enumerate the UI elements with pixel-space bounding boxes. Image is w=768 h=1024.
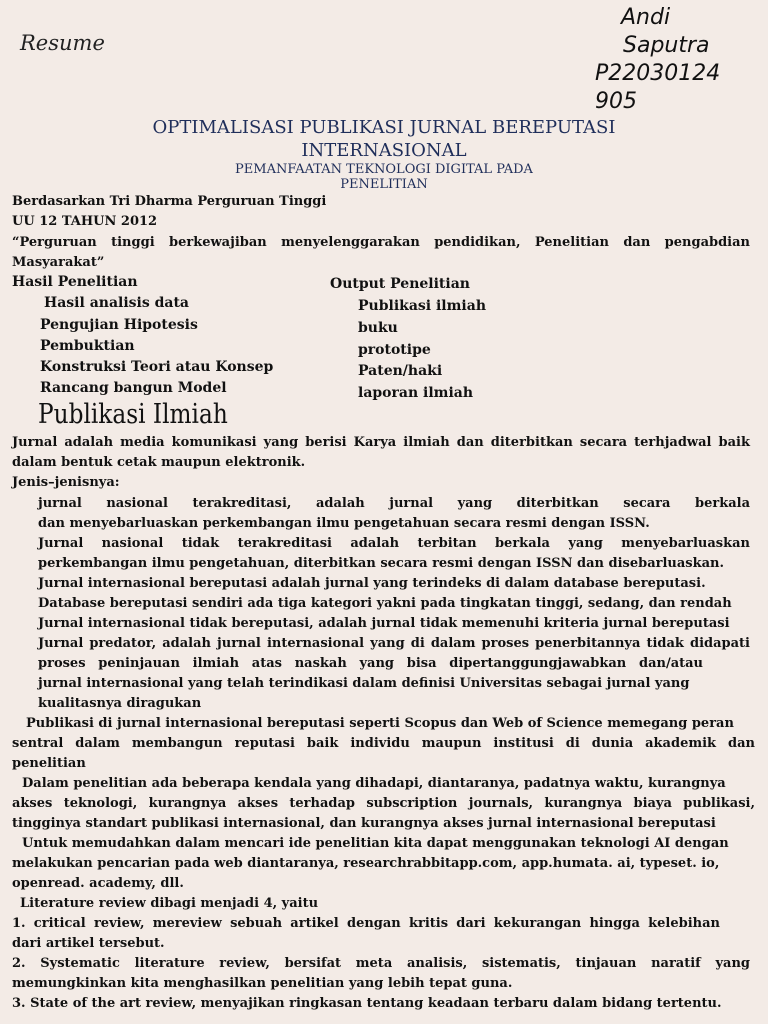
jenis-line: kualitasnya diragukan [38,696,202,711]
hasil-item: Rancang bangun Model [40,380,227,396]
subtitle-line1: PEMANFAATAN TEKNOLOGI DIGITAL PADA [235,162,533,177]
author-first-name: Andi [621,5,671,30]
lit-intro: Literature review dibagi menjadi 4, yaitu [20,896,319,911]
publikasi-heading: Publikasi Ilmiah [38,399,228,430]
lit1-line2: dari artikel tersebut. [12,936,165,951]
resume-label: Resume [20,31,105,55]
ai-line1: Untuk memudahkan dalam mencari ide penelitian kita dapat menggunakan teknologi AI dengan [22,836,729,851]
jenis-line: jurnal nasional terakreditasi, adalah jurnal yang diterbitkan secara berkala [38,496,750,511]
hasil-heading: Hasil Penelitian [12,274,138,290]
publikasi-def-line1: Jurnal adalah media komunikasi yang berisi Karya ilmiah dan diterbitkan secara terhjadwal baik [12,435,750,450]
hasil-item: Pengujian Hipotesis [40,317,198,333]
kendala-line1: Dalam penelitian ada beberapa kendala yang dihadapi, diantaranya, padatnya waktu, kurangnya [22,776,726,791]
ai-line3: openread. academy, dll. [12,876,184,891]
jenis-line: dan menyebarluaskan perkembangan ilmu pengetahuan secara resmi dengan ISSN. [38,516,650,531]
output-heading: Output Penelitian [330,276,470,292]
scopus-line3: penelitian [12,756,86,771]
hasil-item: Hasil analisis data [44,295,190,311]
kendala-line3: tingginya standart publikasi internasional, dan kurangnya akses jurnal internasional bereputasi [12,816,716,831]
jenis-heading: Jenis–jenisnya: [12,475,120,490]
document-subtitle [0,162,768,192]
jenis-line: Jurnal internasional tidak bereputasi, adalah jurnal tidak memenuhi kriteria jurnal bereputasi [38,616,730,631]
ai-line2: melakukan pencarian pada web diantaranya, researchrabbitapp.com, app.humata. ai, typeset. io, [12,856,720,871]
jenis-line: jurnal internasional yang telah terindikasi dalam definisi Universitas sebagai jurnal yang [38,676,690,691]
lit2-line1: 2. Systematic literature review, bersifat meta analisis, sistematis, tinjauan naratif yang [12,956,750,971]
author-last-name: Saputra [623,33,710,58]
hasil-item: Pembuktian [40,338,135,354]
lit2-line2: memungkinkan kita menghasilkan penelitian yang lebih tepat guna. [12,976,513,991]
subtitle-line2: PENELITIAN [340,177,428,192]
hasil-item: Konstruksi Teori atau Konsep [40,359,274,375]
intro-tridharma: Berdasarkan Tri Dharma Perguruan Tinggi [12,194,327,209]
jenis-line: Database bereputasi sendiri ada tiga kategori yakni pada tingkatan tinggi, sedang, dan rendah [38,596,732,611]
output-item: Paten/haki [358,363,443,379]
intro-quote-line1: “Perguruan tinggi berkewajiban menyelenggarakan pendidikan, Penelitian dan pengabdian [12,235,750,250]
document-title [0,116,768,162]
jenis-line: Jurnal nasional tidak terakreditasi adalah terbitan berkala yang menyebarluaskan [38,536,750,551]
jenis-line: Jurnal internasional bereputasi adalah jurnal yang terindeks di dalam database bereputasi. [38,576,706,591]
lit3-line: 3. State of the art review, menyajikan ringkasan tentang keadaan terbaru dalam bidang tertentu. [12,996,722,1011]
jenis-line: perkembangan ilmu pengetahuan, diterbitkan secara resmi dengan ISSN dan disebarluaskan. [38,556,725,571]
output-item: laporan ilmiah [358,385,474,401]
output-item: buku [358,320,398,336]
scopus-line2: sentral dalam membangun reputasi baik individu maupun institusi di dunia akademik dan [12,736,755,751]
author-block [595,4,765,116]
publikasi-def-line2: dalam bentuk cetak maupun elektronik. [12,455,306,470]
jenis-line: Jurnal predator, adalah jurnal internasional yang di dalam proses penerbitannya tidak didapati [38,636,750,651]
jenis-line: proses peninjauan ilmiah atas naskah yang bisa dipertanggungjawabkan dan/atau [38,656,703,671]
intro-quote-line2: Masyarakat” [12,255,105,270]
student-id-line1: P22030124 [595,61,721,86]
student-id-line2: 905 [595,89,637,114]
kendala-line2: akses teknologi, kurangnya akses terhadap subscription journals, kurangnya biaya publikasi, [12,796,755,811]
title-line1: OPTIMALISASI PUBLIKASI JURNAL BEREPUTASI [152,117,616,138]
intro-uu: UU 12 TAHUN 2012 [12,214,158,229]
lit1-line1: 1. critical review, mereview sebuah artikel dengan kritis dari kekurangan hingga kelebihan [12,916,720,931]
scopus-line1: Publikasi di jurnal internasional bereputasi seperti Scopus dan Web of Science memegang peran [26,716,734,731]
output-item: Publikasi ilmiah [358,298,486,314]
output-item: prototipe [358,342,431,358]
title-line2: INTERNASIONAL [301,140,467,161]
